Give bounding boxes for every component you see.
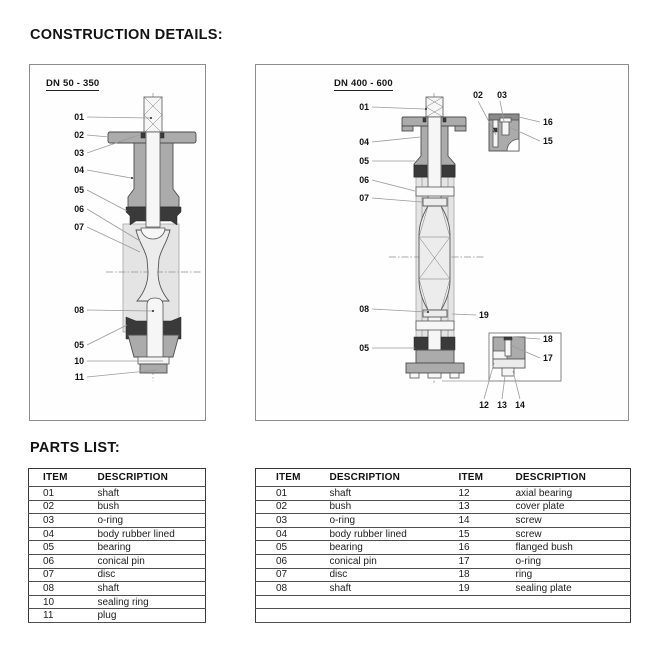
parts-table-dn400-600 [255,468,631,623]
disc [419,206,450,310]
table-cell: 06 [256,554,318,568]
table-cell: disc [84,568,206,582]
callout-13: 13 [497,400,507,410]
table-cell [318,595,446,609]
upper-shaft [426,97,443,117]
bolt-right [450,373,459,378]
table-cell: conical pin [84,554,206,568]
table-row [29,514,206,528]
callout-08: 08 [359,304,369,314]
lower-bearing-left [414,337,428,350]
callout-04: 04 [359,137,369,147]
callout-08: 08 [74,305,84,315]
construction-details-title: CONSTRUCTION DETAILS: [30,27,223,43]
callout-14: 14 [515,400,525,410]
o-ring-right [443,118,446,122]
table-row [256,568,631,582]
valve-cross-section-dn400-600 [256,65,628,420]
table-cell: screw [508,514,631,528]
table-cell [256,609,318,623]
table-cell: cover plate [508,500,631,514]
lower-neck [416,350,454,363]
table-cell: 16 [446,541,508,555]
callout-05: 05 [74,185,84,195]
disc-hub [423,198,447,206]
upper-bearing-left [414,165,427,177]
table-cell: flanged bush [508,541,631,555]
callout-05b: 05 [74,340,84,350]
table-cell [318,609,446,623]
table-row [29,487,206,501]
flange-tab-right [455,126,466,131]
table-cell: 04 [256,527,318,541]
table-cell: 12 [446,487,508,501]
table-header-row [256,469,631,487]
o-ring-right [160,133,164,138]
table-row [29,568,206,582]
table-cell: o-ring [84,514,206,528]
callout-18: 18 [543,334,553,344]
lower-shaft [147,298,163,357]
callout-12: 12 [479,400,489,410]
o-ring-left [141,133,145,138]
upper-shaft [144,97,162,133]
leader-dot [152,310,154,312]
callout-11: 11 [74,372,84,382]
dn-range-label: DN 50 - 350 [46,78,100,89]
callout-03: 03 [74,148,84,158]
table-cell: 02 [256,500,318,514]
table-cell: shaft [84,582,206,596]
table-row [256,541,631,555]
callout-07: 07 [74,222,84,232]
callout-16: 16 [543,117,553,127]
table-row [29,500,206,514]
callout-17: 17 [543,353,553,363]
bolt-center [428,373,441,378]
parts-table-dn50-350 [28,468,206,623]
table-cell: shaft [318,487,446,501]
table-row [29,527,206,541]
table-row [256,487,631,501]
callout-06: 06 [74,204,84,214]
table-cell [256,595,318,609]
shaft-collar [423,310,447,317]
o-ring-left [423,118,426,122]
table-cell: 08 [29,582,84,596]
callout-02: 02 [473,90,483,100]
table-cell: 03 [256,514,318,528]
table-cell: 01 [256,487,318,501]
table-cell: bush [84,500,206,514]
table-row [29,609,206,623]
table-cell [508,609,631,623]
callout-04: 04 [74,165,84,175]
table-cell: 14 [446,514,508,528]
table-row [256,527,631,541]
callout-01: 01 [359,102,369,112]
table-cell: screw [508,527,631,541]
lower-bearing-right [441,337,455,350]
table-cell: 10 [29,595,84,609]
table-header-row [29,469,206,487]
table-cell: 02 [29,500,84,514]
column-header-description: DESCRIPTION [508,469,631,487]
callout-19: 19 [479,310,489,320]
callout-10: 10 [74,356,84,366]
table-cell: bearing [318,541,446,555]
table-cell: 05 [29,541,84,555]
flange-tab-left [402,126,413,131]
dn-range-label: DN 400 - 600 [334,78,393,89]
column-header-item: ITEM [446,469,508,487]
table-cell: 11 [29,609,84,623]
table-cell: shaft [84,487,206,501]
table-cell: bearing [84,541,206,555]
table-cell: 19 [446,582,508,596]
table-cell: body rubber lined [318,527,446,541]
table-row [256,500,631,514]
column-header-description: DESCRIPTION [318,469,446,487]
table-cell: sealing ring [84,595,206,609]
sealing-plate [416,321,454,330]
table-row [256,514,631,528]
table-cell: bush [318,500,446,514]
callout-03: 03 [497,90,507,100]
table-cell: 17 [446,554,508,568]
leader-dot [427,311,429,313]
table-cell: 03 [29,514,84,528]
upper-bearing-right [442,165,455,177]
callout-05b: 05 [359,343,369,353]
table-row [256,609,631,623]
callout-05: 05 [359,156,369,166]
column-header-description: DESCRIPTION [84,469,206,487]
bolt-left [410,373,419,378]
table-row [29,595,206,609]
table-cell: 01 [29,487,84,501]
table-cell: disc [318,568,446,582]
table-cell: 07 [29,568,84,582]
table-cell: o-ring [508,554,631,568]
callout-02: 02 [74,130,84,140]
table-row [256,582,631,596]
bottom-flange [406,363,464,373]
table-cell: sealing plate [508,582,631,596]
table-cell: o-ring [318,514,446,528]
table-cell: shaft [318,582,446,596]
table-cell [446,595,508,609]
table-row [29,582,206,596]
table-cell: 06 [29,554,84,568]
callout-07: 07 [359,193,369,203]
table-row [29,541,206,555]
leader-dot [150,117,152,119]
parts-list-title: PARTS LIST: [30,440,121,456]
valve-cross-section-dn50-350 [30,65,205,420]
table-cell: 18 [446,568,508,582]
leader-dot [131,177,133,179]
conical-pin-band [416,187,454,196]
shaft-bore [146,132,160,227]
callout-06: 06 [359,175,369,185]
table-cell: 08 [256,582,318,596]
callout-15: 15 [543,136,553,146]
table-cell: 04 [29,527,84,541]
table-cell [508,595,631,609]
callout-01: 01 [74,112,84,122]
diagram-panel-dn50-350 [29,64,206,421]
column-header-item: ITEM [29,469,84,487]
leader-dot [425,108,427,110]
table-cell: ring [508,568,631,582]
table-cell: 13 [446,500,508,514]
table-row [256,554,631,568]
table-cell [446,609,508,623]
column-header-item: ITEM [256,469,318,487]
table-cell: axial bearing [508,487,631,501]
table-cell: body rubber lined [84,527,206,541]
table-cell: 05 [256,541,318,555]
table-cell: plug [84,609,206,623]
table-row [29,554,206,568]
table-row [256,595,631,609]
table-cell: 07 [256,568,318,582]
table-cell: conical pin [318,554,446,568]
diagram-panel-dn400-600 [255,64,629,421]
sealing-ring [138,357,169,364]
table-cell: 15 [446,527,508,541]
